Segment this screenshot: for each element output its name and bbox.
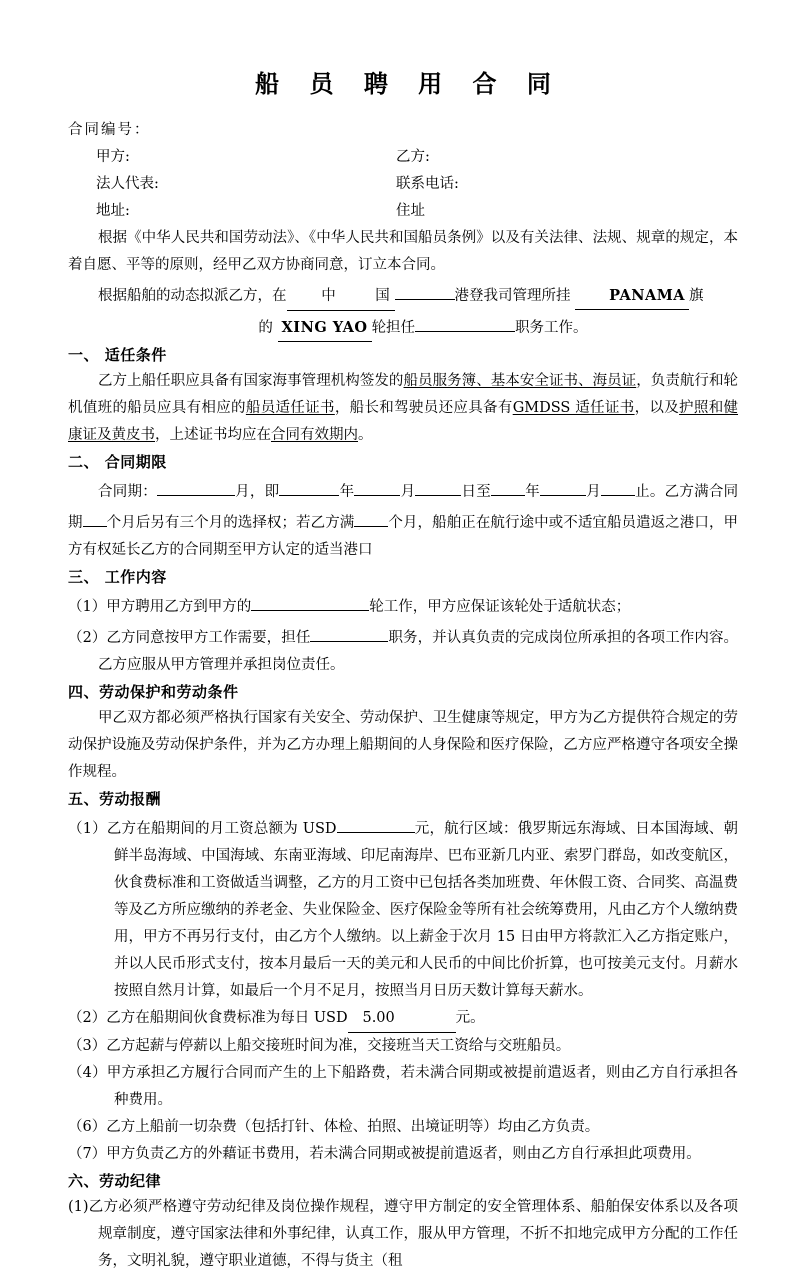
s1-text-d: ，以及: [634, 399, 680, 416]
s5-item7-number: （7）: [68, 1145, 107, 1162]
duty-position-field[interactable]: [310, 621, 388, 642]
monthly-wage-field[interactable]: [337, 812, 415, 833]
section-1-body: [68, 368, 738, 449]
section-heading-4: 四、劳动保护和劳动条件: [68, 682, 239, 701]
port-country-field-2[interactable]: 国: [341, 283, 395, 311]
legal-rep-label: 法人代表:: [96, 175, 159, 192]
s5-item2-number: （2）: [68, 1009, 107, 1026]
s2-text-i: 个: [106, 514, 122, 531]
preamble-paragraph-2b: [108, 311, 738, 342]
s2-text-h: 止。乙方满合同期: [68, 483, 739, 531]
s1-underline-1: 船员服务簿、基本安全证书、海员证: [403, 372, 637, 389]
s6-item1-text: 乙方必须严格遵守劳动纪律及岗位操作规程，遵守甲方制定的安全管理体系、船舶保安体系以及各项规章制度，遵守国家法律和外事纪律，认真工作，服从甲方管理，不折不扣地完成甲方分配的工作任务，文明礼貌，遵守职业道德，不得与货主（租: [88, 1198, 738, 1269]
section-heading-5: 五、劳动报酬: [68, 789, 162, 808]
position-field[interactable]: [415, 311, 515, 332]
section-6-item-1: [68, 1194, 738, 1275]
vessel-field-work[interactable]: [251, 590, 369, 611]
party-row-3: [68, 198, 738, 225]
end-day-field[interactable]: [601, 475, 635, 496]
end-year-field[interactable]: [491, 475, 525, 496]
s3-item2-text-b: 职务，并认真负责的完成岗位所承担的各项工作内容。乙方应服从甲方管理并承担岗位责任。: [98, 629, 739, 673]
s1-text-c: ，船长和驾驶员还应具备有: [334, 399, 513, 416]
s2-text-b: 月，即: [234, 483, 280, 500]
s3-item1-text-b: 轮工作，甲方应保证该轮处于适航状态；: [369, 598, 631, 615]
s3-item1-text-a: 甲方聘用乙方到甲方的: [106, 598, 252, 615]
preamble-text-a: 根据《中华人民共和国劳动法》、《中华人民共和国船员条例》以及有关法律、法规、规章的规定，: [98, 229, 724, 246]
contract-number-label: 合同编号：: [68, 121, 151, 138]
daily-food-allowance-field[interactable]: 5.00: [348, 1005, 456, 1033]
completed-months-field[interactable]: [354, 506, 388, 527]
start-month-field[interactable]: [354, 475, 400, 496]
s1-text-b: ，负责航行和轮机值班的船员应具有相应的: [68, 372, 739, 416]
s1-text-a: 乙方上船任职应具备有国家海事管理机构签发的: [98, 372, 404, 389]
dispatch-text-d: 的: [258, 319, 273, 336]
residence-label: 住址: [396, 202, 425, 219]
s2-text-l3: 延长乙方的合同期至甲方认定的适当港口: [111, 541, 373, 558]
s1-underline-3: GMDSS 适任证书: [512, 399, 635, 416]
end-month-field[interactable]: [540, 475, 586, 496]
preamble-paragraph-2: [68, 279, 738, 311]
vessel-name-field[interactable]: XING YAO: [278, 314, 372, 342]
address-label: 地址:: [96, 202, 130, 219]
s2-term-label: 合同期：: [98, 483, 157, 500]
s6-item1-number: (1): [68, 1198, 89, 1215]
preamble-text-b: 本着自愿、平等的原则，经甲乙双方协商同意，订立本合同。: [68, 229, 738, 273]
page-title: 船 员 聘 用 合 同: [255, 70, 562, 98]
s2-text-g: 月: [585, 483, 601, 500]
s3-item2-text-a: 乙方同意按甲方工作需要，担任: [106, 629, 311, 646]
s1-text-f: 。: [358, 426, 373, 443]
section-5-item-3: [68, 1033, 738, 1060]
section-2-body: [68, 475, 738, 564]
s5-item1-number: （1）: [68, 820, 107, 837]
extension-months-field[interactable]: [83, 506, 107, 527]
section-5-item-2: [68, 1005, 738, 1033]
contact-phone-label: 联系电话:: [396, 175, 459, 192]
s5-item2-text-b: 元。: [455, 1009, 485, 1026]
section-heading-6: 六、劳动纪律: [68, 1171, 162, 1190]
section-heading-2: 二、 合同期限: [68, 452, 167, 471]
s5-item3-number: （3）: [68, 1037, 107, 1054]
s5-item1-text-a: 乙方在船期间的月工资总额为 USD: [106, 820, 337, 837]
preamble-paragraph-1: [68, 225, 738, 279]
section-4-body: 甲乙双方都必须严格执行国家有关安全、劳动保护、卫生健康等规定，甲方为乙方提供符合规定的劳动保护设施及劳动保护条件，并为乙方办理上船期间的人身保险和医疗保险，乙方应严格遵守各项安全操作规程。: [68, 709, 738, 780]
party-a-label: 甲方:: [96, 148, 130, 165]
party-row-1: [68, 144, 738, 171]
dispatch-text-f: 职务工作。: [515, 319, 588, 336]
dispatch-text-e: 轮担任: [371, 319, 416, 336]
s5-item2-text-a: 乙方在船期间伙食费标准为每日 USD: [106, 1009, 348, 1026]
section-5-item-1: [68, 812, 738, 1005]
s2-text-f: 年: [525, 483, 540, 500]
section-3-item-1: [68, 590, 738, 621]
s1-underline-4: 护照和健康证及黄皮书: [68, 399, 739, 443]
s5-item6-text: 乙方上船前一切杂费（包括打针、体检、拍照、出境证明等）均由乙方负责。: [106, 1118, 600, 1135]
port-name-field[interactable]: [395, 279, 455, 300]
section-heading-1: 一、 适任条件: [68, 345, 167, 364]
s2-text-l2b: 个月，船舶正在航行途中或不适宜船员遣返之港口，甲方有权: [68, 514, 739, 558]
s1-underline-5: 合同有效期内: [271, 426, 358, 443]
s3-item2-number: （2）: [68, 629, 107, 646]
dispatch-text-a: 根据船舶的动态拟派乙方，在: [98, 287, 287, 304]
section-heading-3: 三、 工作内容: [68, 567, 167, 586]
party-b-label: 乙方:: [396, 148, 430, 165]
dispatch-text-c: 旗: [689, 287, 704, 304]
s2-text-d: 月: [400, 483, 416, 500]
start-day-field[interactable]: [415, 475, 461, 496]
dispatch-text-b: 港登我司管理所挂: [454, 287, 571, 304]
s5-item7-text: 甲方负责乙方的外藉证书费用，若未满合同期或被提前遣返者，则由乙方自行承担此项费用。: [106, 1145, 701, 1162]
s1-text-e: ，上述证书均应在: [155, 426, 271, 443]
section-5-item-7: [68, 1141, 738, 1168]
party-row-2: [68, 171, 738, 198]
s2-text-l2a: 月后另有三个月的选择权；若乙方满: [121, 514, 355, 531]
flag-state-field[interactable]: PANAMA: [575, 282, 689, 310]
s2-text-e: 日至: [461, 483, 492, 500]
port-country-field-1[interactable]: 中: [287, 283, 341, 311]
start-year-field[interactable]: [279, 475, 339, 496]
s3-item1-number: （1）: [68, 598, 107, 615]
s5-item6-number: （6）: [68, 1118, 107, 1135]
s5-item1-text-b: 元，航行区域：俄罗斯远东海域、日本国海域、朝鲜半岛海域、中国海域、东南亚海域、印尼南海岸、巴布亚新几内亚、索罗门群岛，如改变航区，伙食费标准和工资做适当调整，乙方的月工资中已包括各类加班费、年休假工资、合同奖、高温费等及乙方所应缴纳的养老金、失业保险金、医疗保险金等所有社会统筹费用，凡由乙方个人缴纳费用，甲方不再另行支付，由乙方个人缴纳。以上薪金于次月 15 日由甲方将款汇入乙方指定账户，并以人民币形式支付，按本月最后一天的美元和人民币的中间比价折算，也可按美元支付。月薪水按照自然月计算，如最后一个月不足月，按照当月日历天数计算每天薪水。: [114, 820, 739, 999]
s5-item4-number: （4）: [68, 1064, 107, 1081]
s1-underline-2: 船员适任证书: [245, 399, 335, 416]
s2-text-c: 年: [339, 483, 355, 500]
section-3-item-2: [68, 621, 738, 679]
section-5-item-4: [68, 1060, 738, 1114]
s5-item4-text: 甲方承担乙方履行合同而产生的上下船路费，若未满合同期或被提前遣返者，则由乙方自行承担各种费用。: [106, 1064, 738, 1108]
s5-item3-text: 乙方起薪与停薪以上船交接班时间为准，交接班当天工资给与交班船员。: [106, 1037, 571, 1054]
term-months-field[interactable]: [157, 475, 235, 496]
section-5-item-6: [68, 1114, 738, 1141]
